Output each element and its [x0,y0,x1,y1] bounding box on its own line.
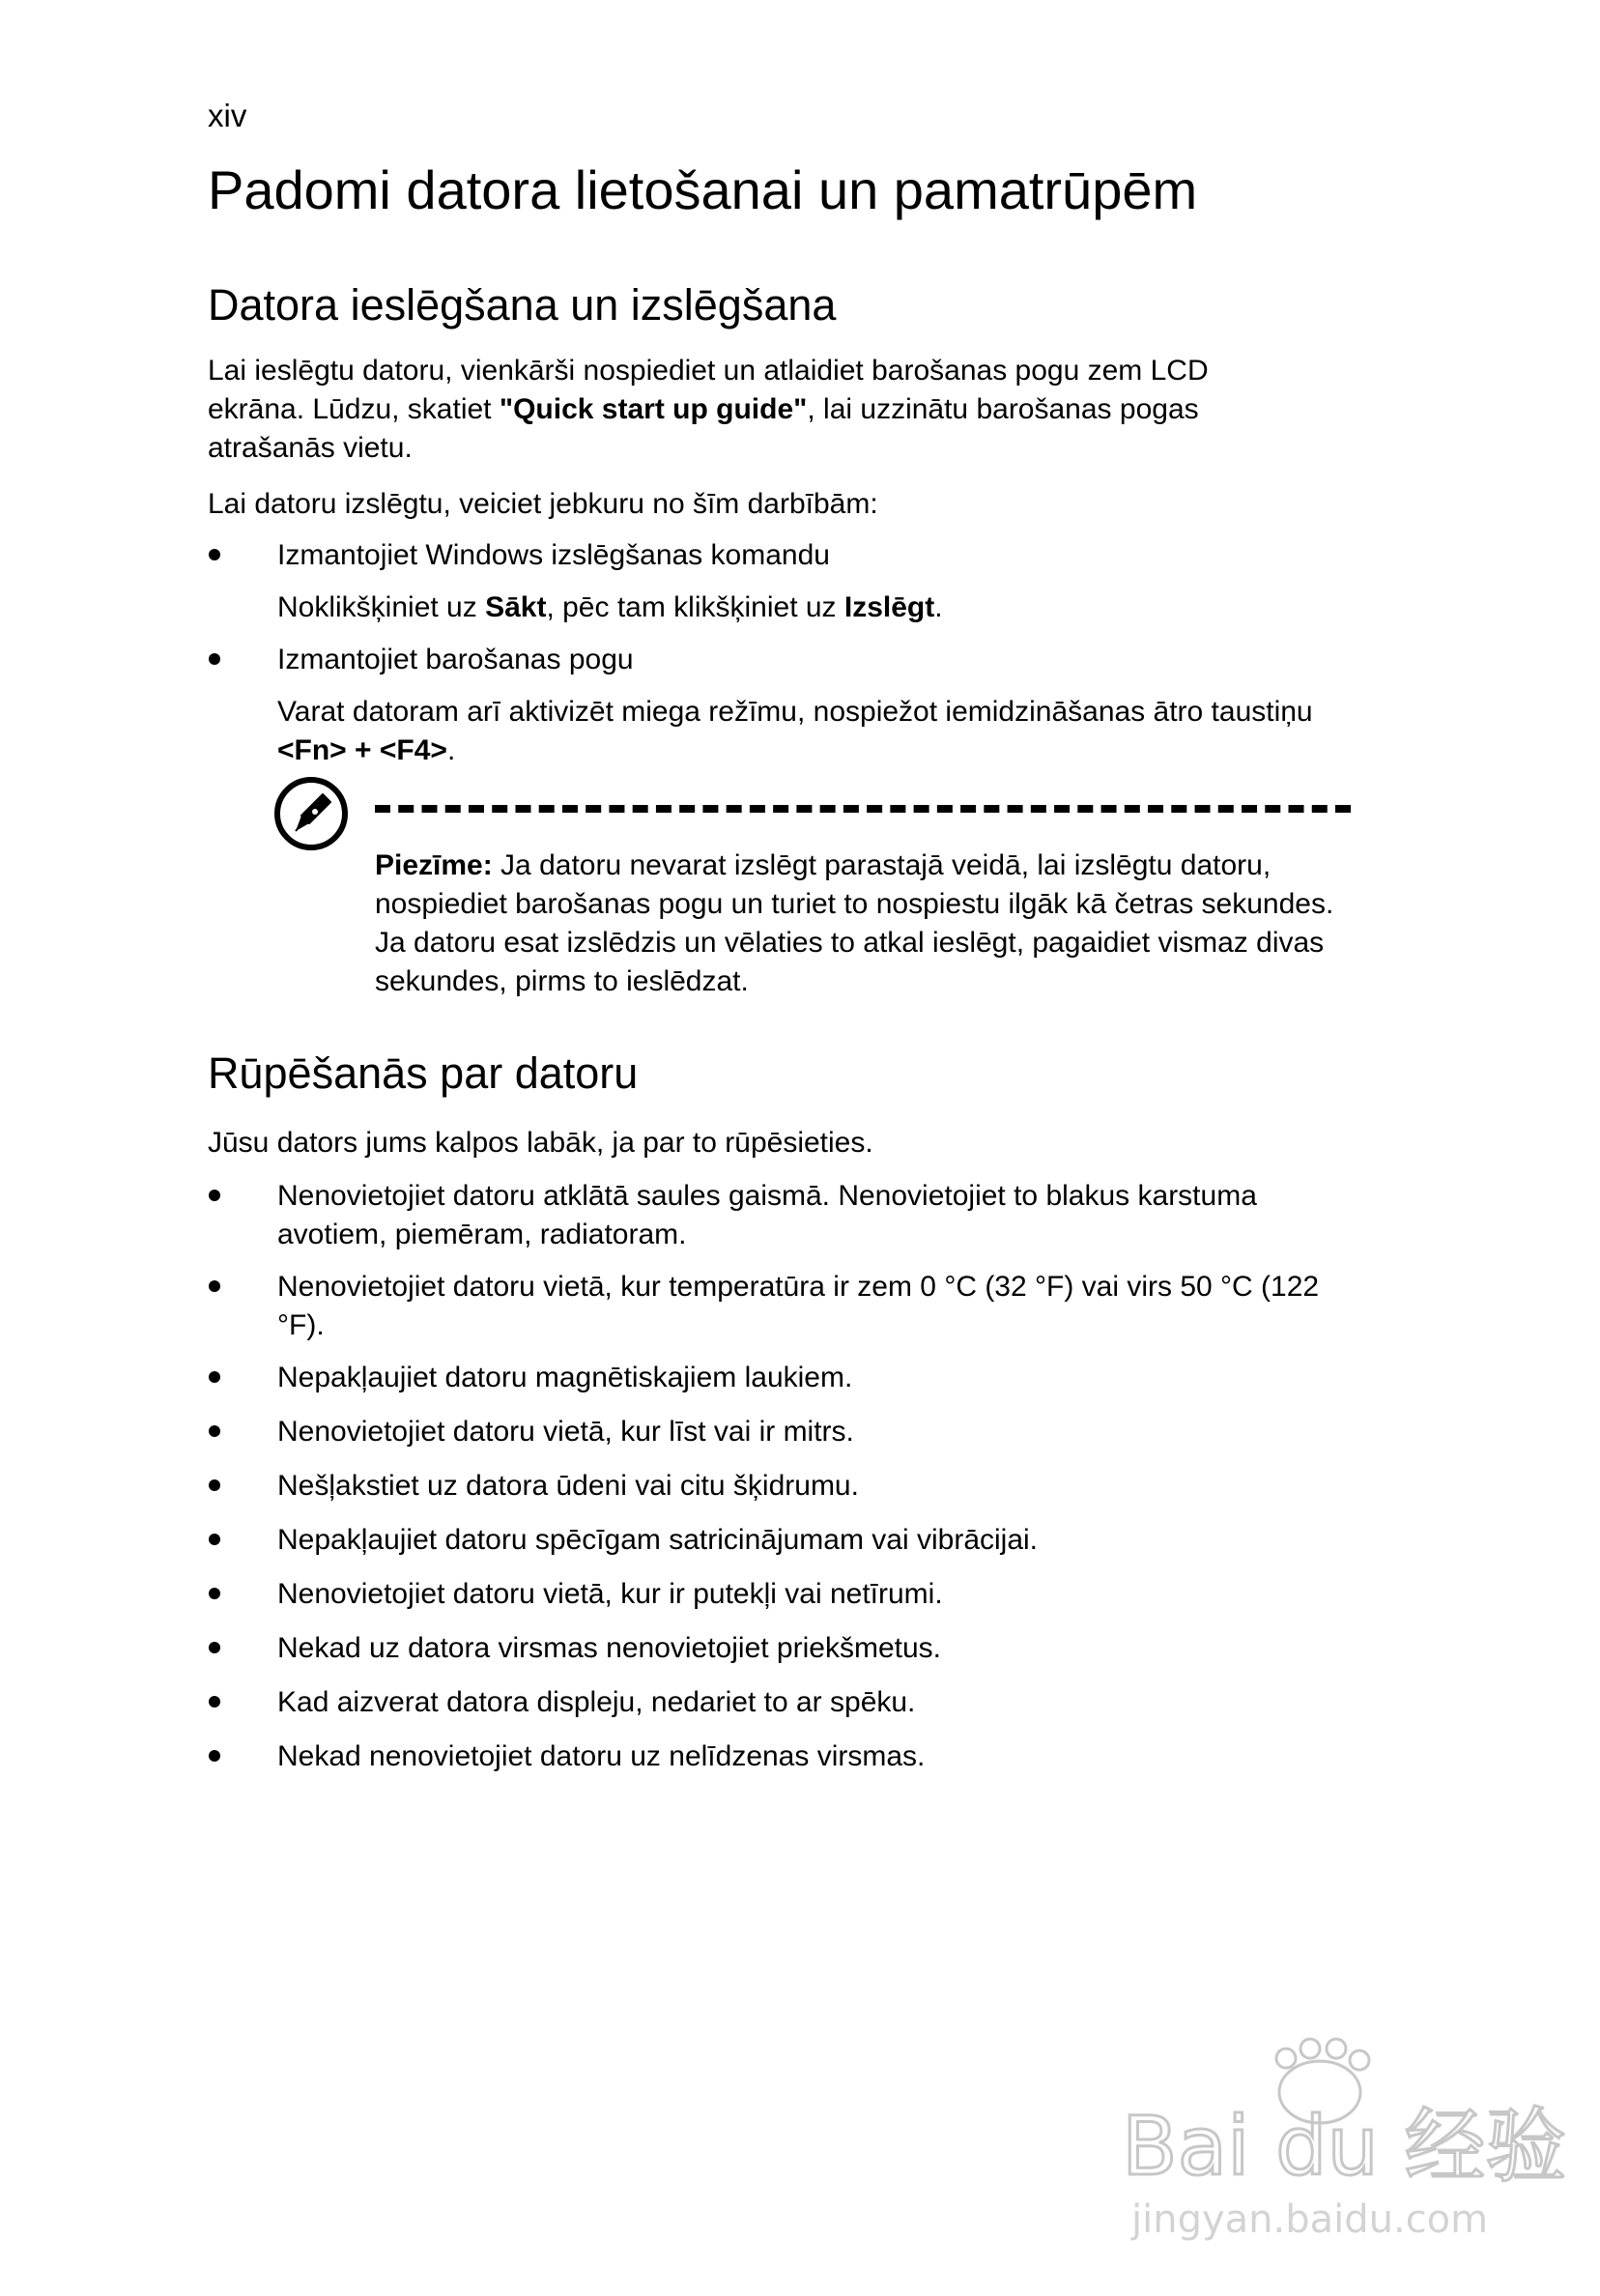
detail-text: . [934,591,943,623]
care-item: Nepakļaujiet datoru magnētiskajiem laukiem. [277,1362,853,1393]
bullet-dot [209,1534,220,1545]
watermark-brand: Bai du 经验 [1122,2099,1567,2194]
care-item: Nekad uz datora virsmas nenovietojiet priekšmetus. [277,1632,941,1664]
bullet-power-button-detail [277,693,1340,770]
bullet-dot [209,1371,220,1383]
detail-text: . [446,734,456,766]
section-heading-care: Rūpēšanās par datoru [208,1048,639,1098]
quick-start-guide-ref: "Quick start up guide" [499,393,808,425]
care-item: Kad aizverat datora displeju, nedariet to ar spēku. [277,1686,916,1718]
page-number: xiv [208,98,247,133]
bullet-dot [209,1696,220,1708]
watermark-url: jingyan.baidu.com [1131,2197,1489,2242]
bullet-dot [209,1479,220,1491]
care-item: Nenovietojiet datoru vietā, kur ir putekļi vai netīrumi. [277,1578,943,1610]
care-item: Nenovietojiet datoru atklātā saules gaismā. Nenovietojiet to blakus karstuma avotiem, piemēram, radiatoram. [277,1180,1257,1250]
section-heading-power: Datora ieslēgšana un izslēgšana [208,280,837,330]
bullet-dot [209,1642,220,1653]
care-item: Nenovietojiet datoru vietā, kur līst vai ir mitrs. [277,1416,854,1448]
note-body: Ja datoru nevarat izslēgt parastajā veidā, lai izslēgtu datoru, nospiediet barošanas pogu un turiet to nospiestu ilgāk kā četras sekundes. Ja datoru esat izslēdzis un vēlaties to atkal ieslēgt, pagaidiet vismaz divas sekundes, pirms to ieslēdzat. [375,849,1334,997]
power-on-paragraph [208,352,1309,468]
note-label: Piezīme: [375,849,493,881]
shutdown-label: Izslēgt [843,591,935,623]
bullet-dot [209,549,220,560]
power-on-text-pre: Lai ieslēgtu datoru, vienkārši nospiediet un atlaidiet barošanas pogu zem LCD ekrāna. Lūdzu, skatiet [208,355,1209,425]
care-item: Nenovietojiet datoru vietā, kur temperatūra ir zem 0 °C (32 °F) vai virs 50 °C (122 °F). [277,1271,1320,1341]
bullet-dot [209,1588,220,1599]
bullet-dot [209,1280,220,1292]
bullet-power-button: Izmantojiet barošanas pogu [277,644,634,675]
detail-text: Varat datoram arī aktivizēt miega režīmu, nospiežot iemidzināšanas ātro taustiņu [277,696,1313,728]
care-intro: Jūsu dators jums kalpos labāk, ja par to rūpēsieties. [208,1127,873,1159]
baidu-watermark [1122,2039,1567,2247]
hotkey-label: <Fn> + <F4> [277,734,447,766]
detail-text: Noklikšķiniet uz [277,591,486,623]
bullet-dot [209,1750,220,1762]
bullet-dot [209,1190,220,1201]
care-item: Nekad nenovietojiet datoru uz nelīdzenas virsmas. [277,1740,926,1772]
bullet-windows-shutdown: Izmantojiet Windows izslēgšanas komandu [277,539,830,571]
note-divider [375,805,1351,813]
bullet-dot [209,653,220,665]
start-label: Sākt [485,591,547,623]
note-pen-icon [272,775,350,852]
care-item: Nepakļaujiet datoru spēcīgam satricinājumam vai vibrācijai. [277,1524,1039,1556]
note-text [375,847,1341,1001]
power-off-intro: Lai datoru izslēgtu, veiciet jebkuru no šīm darbībām: [208,488,878,520]
detail-text: , pēc tam klikšķiniet uz [546,591,844,623]
bullet-dot [209,1425,220,1437]
power-on-text-post: , lai uzzinātu barošanas pogas atrašanās vietu. [208,393,1199,464]
bullet-windows-shutdown-detail [277,588,1340,627]
page-title: Padomi datora lietošanai un pamatrūpēm [208,159,1198,220]
care-item: Nešļakstiet uz datora ūdeni vai citu šķidrumu. [277,1470,859,1502]
